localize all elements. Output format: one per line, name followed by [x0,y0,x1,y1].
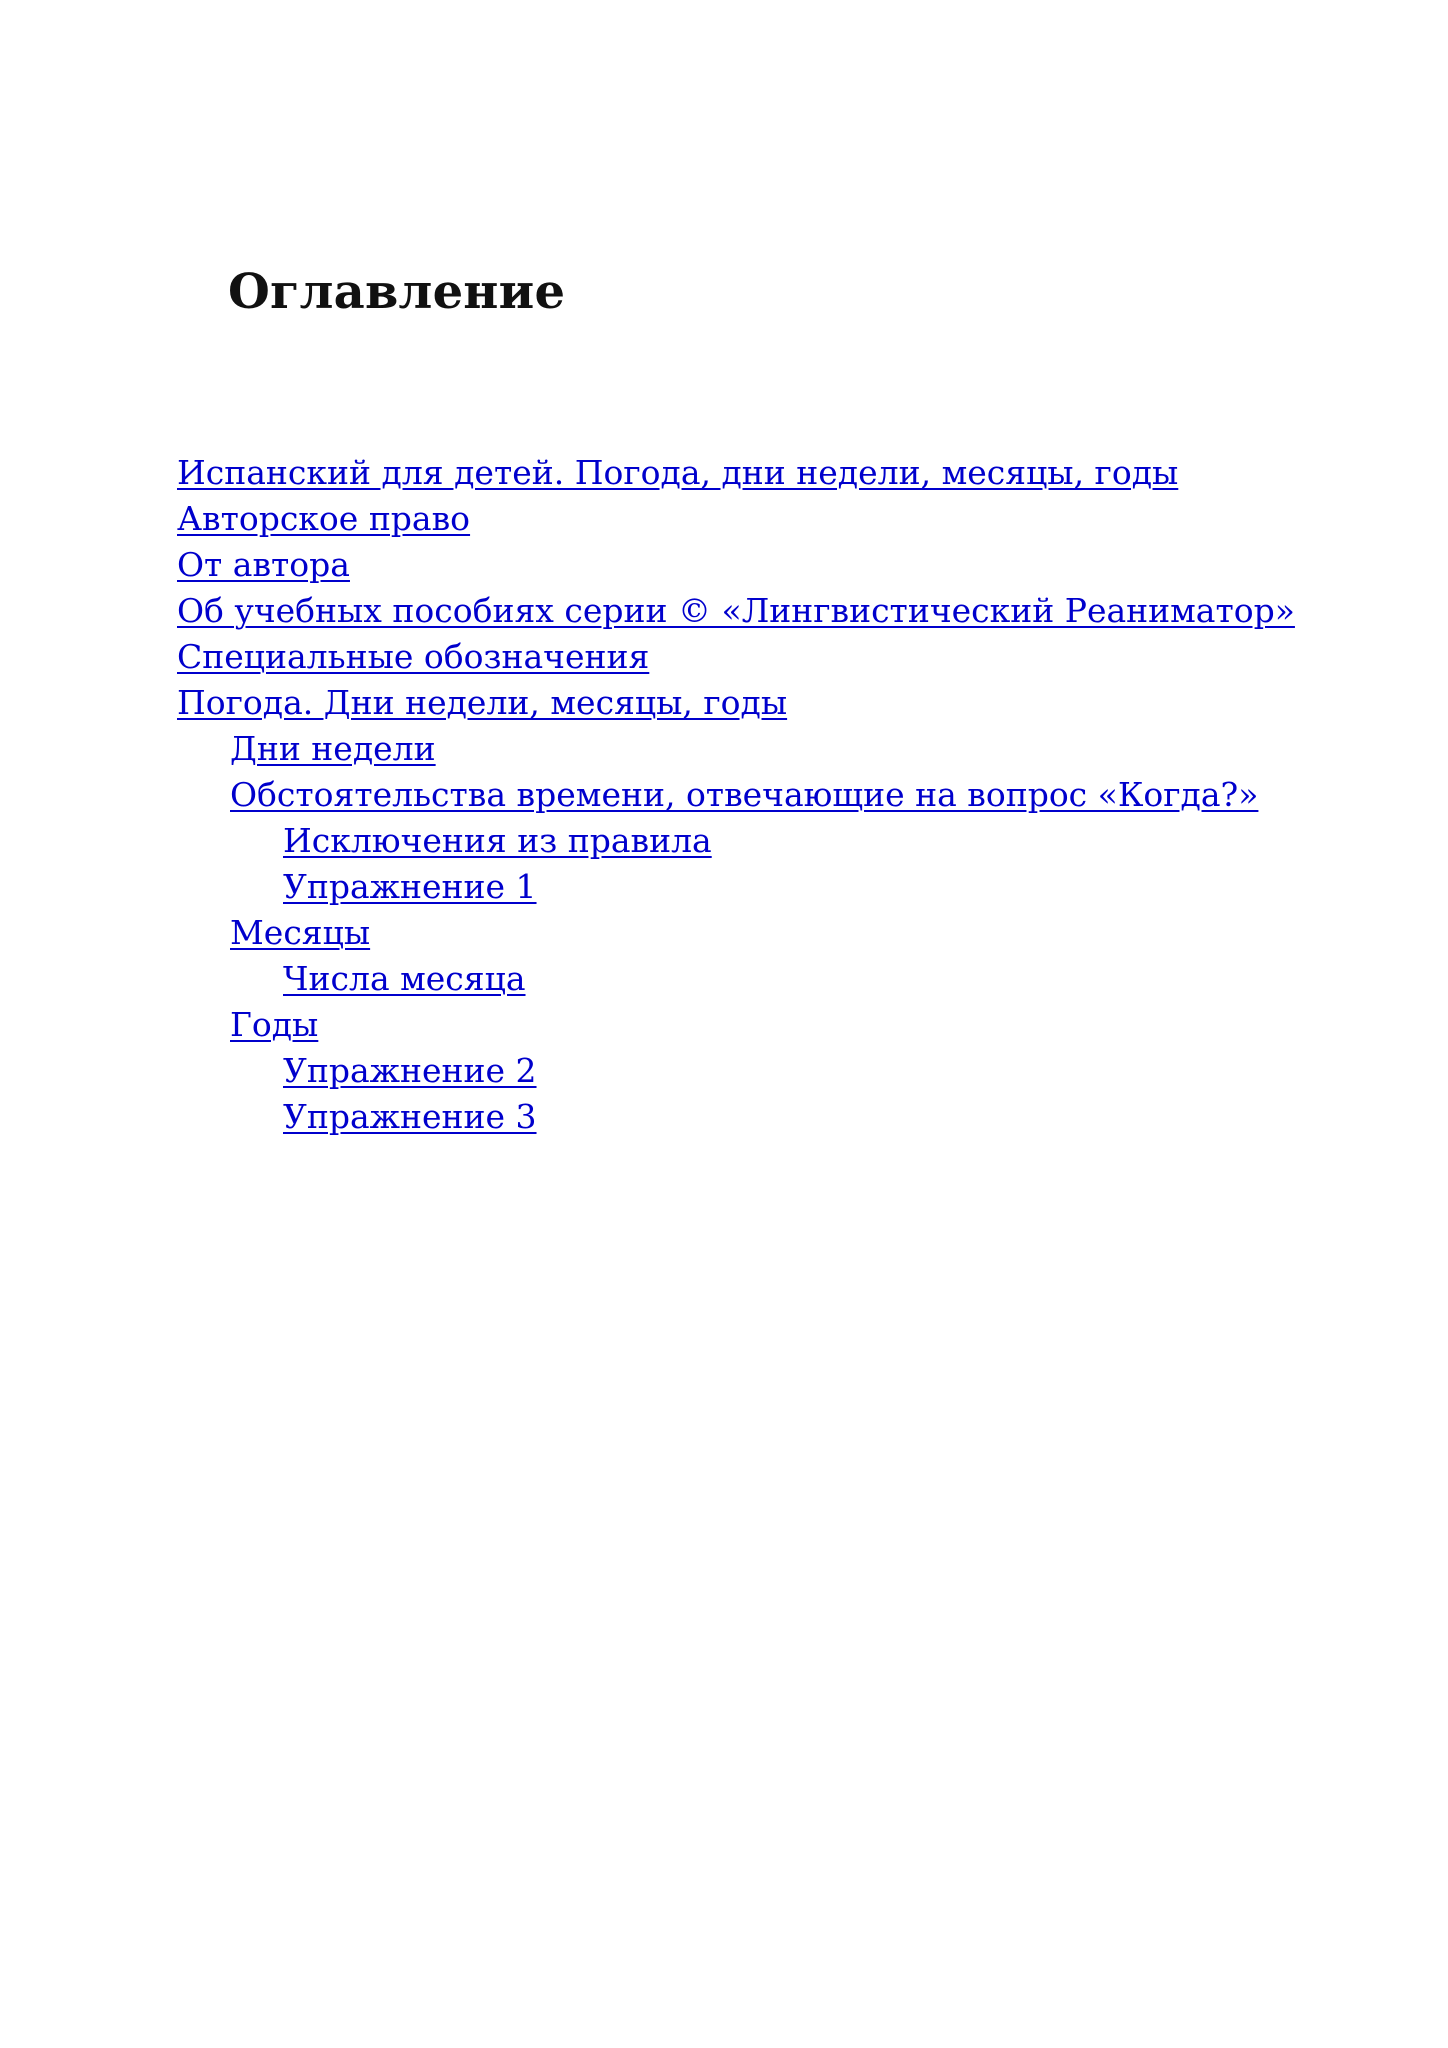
toc-link-spanish-for-kids[interactable]: Испанский для детей. Погода, дни недели, месяцы, годы [177,453,1179,492]
toc-link-weather-days-months-years[interactable]: Погода. Дни недели, месяцы, годы [177,683,788,722]
toc-item [177,726,1295,772]
toc-item [177,910,1295,956]
toc-item [177,680,1295,726]
toc-link-months[interactable]: Месяцы [230,913,371,952]
toc-item [177,634,1295,680]
toc-item [177,496,1295,542]
toc-item [177,1094,1295,1140]
toc-link-copyright[interactable]: Авторское право [177,499,471,538]
toc-item [177,818,1295,864]
toc-item [177,772,1295,818]
toc-link-time-adverbials[interactable]: Обстоятельства времени, отвечающие на вопрос «Когда?» [230,775,1259,814]
toc-link-about-series[interactable]: Об учебных пособиях серии © «Лингвистический Реаниматор» [177,591,1295,630]
toc-link-years[interactable]: Годы [230,1005,319,1044]
toc-item [177,588,1295,634]
toc-link-exercise-3[interactable]: Упражнение 3 [283,1097,537,1136]
toc-item [177,864,1295,910]
toc-item [177,1048,1295,1094]
toc-item [177,542,1295,588]
toc-link-special-notation[interactable]: Специальные обозначения [177,637,650,676]
toc-item [177,1002,1295,1048]
toc-link-rule-exceptions[interactable]: Исключения из правила [283,821,712,860]
toc-link-exercise-2[interactable]: Упражнение 2 [283,1051,537,1090]
toc-item [177,450,1295,496]
toc-link-from-author[interactable]: От автора [177,545,350,584]
toc-link-dates-of-month[interactable]: Числа месяца [283,959,526,998]
page-title: Оглавление [228,264,566,320]
toc-link-exercise-1[interactable]: Упражнение 1 [283,867,537,906]
toc-item [177,956,1295,1002]
toc-link-days-of-week[interactable]: Дни недели [230,729,436,768]
table-of-contents [177,450,1295,1140]
